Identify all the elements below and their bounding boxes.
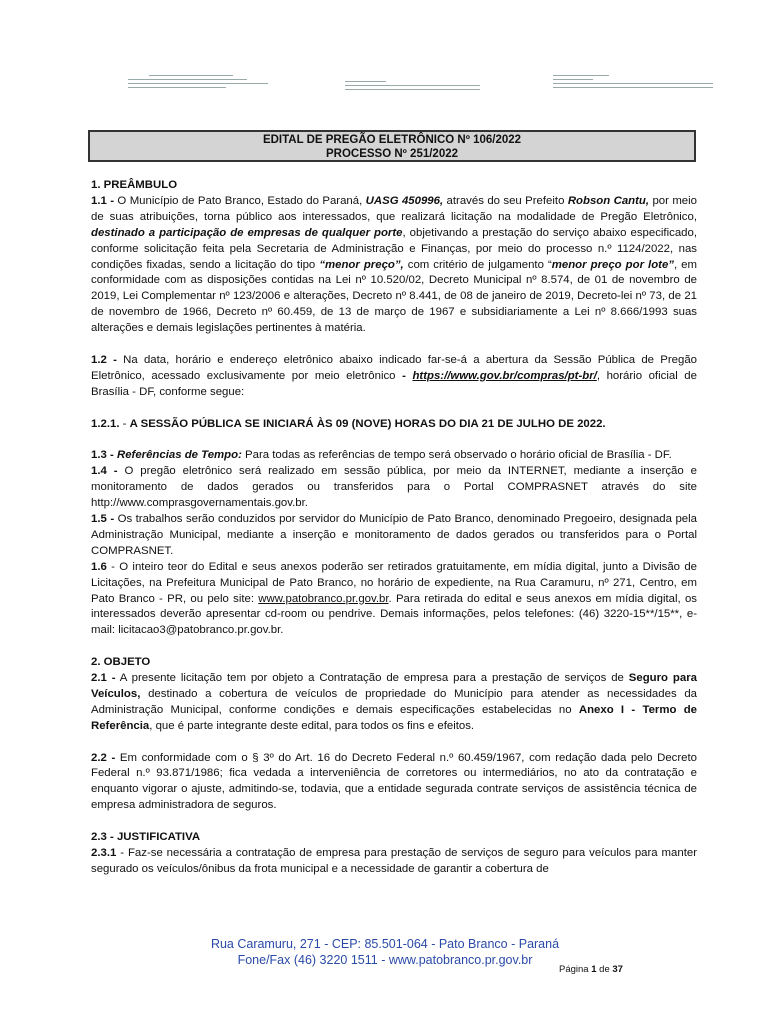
section-heading-objeto: 2. OBJETO (91, 656, 151, 669)
paragraph-1-3: 1.3 - Referências de Tempo: Para todas as referências de tempo será observado o horário oficial de Brasília - DF. (91, 449, 672, 462)
scanned-header-strip (0, 60, 770, 110)
section-heading-preambulo: 1. PREÂMBULO (91, 179, 178, 191)
edital-title: EDITAL DE PREGÃO ELETRÔNICO Nº 106/2022 (262, 134, 522, 146)
paragraph-2-2: 2.2 - Em conformidade com o § 3º do Art. 16 do Decreto Federal n.º 60.459/1967, com redação dada pelo Decreto Federal n.º 93.871/1986; fica vedada a interveniência de corretores ou intermediários, no ato da contratação e enquanto vigorar o ajuste, admitindo-se, todavia, que a entidade segurada contrate serviços de assistência técnica de empresa administradora de seguros. (91, 751, 697, 812)
paragraph-1-4: 1.4 - O pregão eletrônico será realizado em sessão pública, por meio da INTERNET, mediante a inserção e monitoramento de dados gerados ou transferidos para o Portal COMPRASNET através do site http://www.comprasgovernamentais.gov.br. (91, 465, 697, 510)
page-number: Página 1 de 37 (559, 964, 623, 975)
document-title-box (88, 130, 696, 162)
section-heading-justificativa: 2.3 - JUSTIFICATIVA (91, 831, 201, 844)
paragraph-1-2: 1.2 - Na data, horário e endereço eletrônico abaixo indicado far-se-á a abertura da Sessão Pública de Pregão Eletrônico, acessado exclusivamente por meio eletrônico - https://www.gov.br/compras/pt-br/, horário oficial de Brasília - DF, conforme segue: (91, 353, 697, 398)
footer-contact: Fone/Fax (46) 3220 1511 - www.patobranco.pr.gov.br (237, 953, 533, 967)
paragraph-1-2-1: 1.2.1. - A SESSÃO PÚBLICA SE INICIARÁ ÀS 09 (NOVE) HORAS DO DIA 21 DE JULHO DE 2022. (91, 417, 606, 430)
document-body (91, 178, 697, 878)
paragraph-1-1: 1.1 - O Município de Pato Branco, Estado do Paraná, UASG 450996, através do seu Prefeito Robson Cantu, por meio de suas atribuições, torna público aos interessados, que realizará licitação na modalidade de Pregão Eletrônico, destinado a participação de empresas de qualquer porte, objetivando a prestação do serviço abaixo especificado, conforme solicitação feita pela Secretaria de Administração e Finanças, por meio do processo n.º 1124/2022, nas condições fixadas, sendo a licitação do tipo “menor preço”, com critério de julgamento “menor preço por lote”, em conformidade com as disposições contidas na Lei nº 10.520/02, Decreto Municipal nº 8.574, de 01 de novembro de 2019, Lei Complementar nº 123/2006 e alterações, Decreto nº 8.441, de 08 de janeiro de 2019, Decreto-lei nº 73, de 21 de novembro de 1966, Decreto nº 60.459, de 13 de março de 1967 e subsidiariamente a Lei nº 8.666/1993 suas alterações e demais legislações pertinentes à matéria. (91, 194, 698, 335)
paragraph-2-1: 2.1 - A presente licitação tem por objeto a Contratação de empresa para a prestação de serviços de Seguro para Veículos, destinado a cobertura de veículos de propriedade do Município para atender as necessidades da Administração Municipal, conforme condições e demais especificações estabelecidas no Anexo I - Termo de Referência, que é parte integrante deste edital, para todos os fins e efeitos. (91, 672, 697, 732)
page-footer (0, 936, 770, 968)
paragraph-1-5: 1.5 - Os trabalhos serão conduzidos por servidor do Município de Pato Branco, denominado Pregoeiro, designada pela Administração Municipal, mediante a inserção e monitoramento de dados gerados ou transferidos para o Portal COMPRASNET. (91, 512, 697, 557)
footer-address: Rua Caramuru, 271 - CEP: 85.501-064 - Pato Branco - Paraná (210, 937, 560, 951)
paragraph-1-6: 1.6 - O inteiro teor do Edital e seus anexos poderão ser retirados gratuitamente, em mídia digital, junto a Divisão de Licitações, na Prefeitura Municipal de Pato Branco, no horário de expediente, na Rua Caramuru, nº 271, Centro, em Pato Branco - PR, ou pelo site: www.patobranco.pr.gov.br. Para retirada do edital e seus anexos em mídia digital, os interessados deverão apresentar cd-room ou pendrive. Demais informações, pelos telefones: (46) 3220-15**/15**, e-mail: licitacao3@patobranco.pr.gov.br. (91, 560, 697, 637)
compras-gov-link[interactable]: https://www.gov.br/compras/pt-br/ (412, 369, 597, 382)
processo-title: PROCESSO Nº 251/2022 (325, 148, 459, 160)
paragraph-2-3-1: 2.3.1 - Faz-se necessária a contratação de empresa para prestação de serviços de seguro para veículos para manter segurado os veículos/ônibus da frota municipal e a necessidade de garantir a cobertura de (91, 846, 697, 875)
patobranco-link[interactable]: www.patobranco.pr.gov.br (258, 592, 389, 605)
